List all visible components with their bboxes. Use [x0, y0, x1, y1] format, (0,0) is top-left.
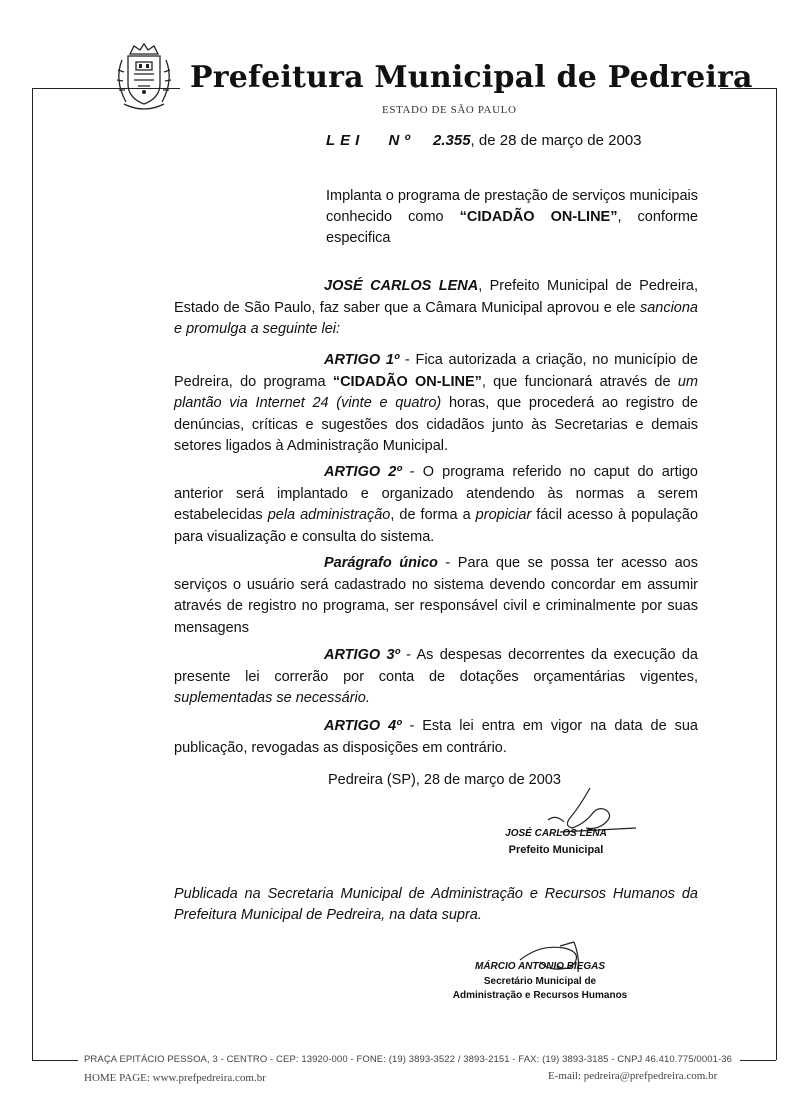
article-text: pela administração: [267, 507, 391, 523]
law-date: , de 28 de março de 2003: [470, 132, 642, 149]
signatory-name: JOSÉ CARLOS LENA: [505, 828, 607, 839]
article-4: [174, 716, 698, 759]
summary-text: Implanta o programa de prestação de serviços municipais conhecido como: [326, 188, 698, 225]
law-summary: [326, 186, 698, 249]
article-3: [174, 645, 698, 710]
paragraph-text: sanciona e promulga a seguinte lei:: [174, 299, 698, 337]
article-text: - Fica autorizada a criação, no município de Pedreira, do programa: [174, 352, 698, 390]
article-text: , que funcionará através de: [481, 373, 678, 390]
article-label: ARTIGO 1º: [324, 352, 400, 368]
article-label: ARTIGO 3º: [324, 647, 400, 663]
law-label: LEI: [326, 132, 365, 149]
article-text: fácil acesso à população para visualização e consulta do sistema.: [174, 507, 699, 545]
publication-note: Publicada na Secretaria Municipal de Administração e Recursos Humanos da Prefeitura Municipal de Pedreira, na data supra.: [174, 886, 698, 923]
article-text: suplementadas se necessário.: [174, 690, 370, 706]
closing-date: Pedreira (SP), 28 de março de 2003: [328, 772, 561, 788]
article-label: ARTIGO 2º: [324, 464, 402, 480]
mayor-name: JOSÉ CARLOS LENA: [324, 278, 479, 294]
article-2: [174, 462, 698, 548]
law-heading: [326, 132, 642, 149]
footer-email: E-mail: pedreira@prefpedreira.com.br: [548, 1070, 718, 1082]
footer-homepage: HOME PAGE: www.prefpedreira.com.br: [84, 1072, 266, 1084]
summary-text: , conforme especifica: [326, 209, 698, 246]
signatory-role: Administração e Recursos Humanos: [452, 990, 628, 1001]
program-name: “CIDADÃO ON-LINE”: [459, 209, 618, 225]
article-text: - O programa referido no caput do artigo anterior será implantado e organizado atendendo às normas a serem estabelecidas: [174, 464, 699, 523]
law-number: 2.355: [433, 132, 471, 149]
article-text: , de forma a: [390, 507, 476, 523]
law-no-label: Nº: [388, 132, 415, 149]
enactment-paragraph: [174, 276, 698, 341]
paragraph-label: Parágrafo único: [324, 555, 438, 571]
article-text: um plantão via Internet 24 (vinte e quatro): [174, 373, 698, 411]
signatory-name: MÁRCIO ANTONIO BIEGAS: [474, 961, 605, 972]
article-text: horas, que procederá ao registro de denúncias, críticas e sugestões dos cidadãos junto às Secretarias e demais setores ligados à Administração Municipal.: [174, 395, 698, 454]
article-text: propiciar: [475, 507, 532, 523]
frame-line: [740, 1060, 776, 1061]
state-subtitle: ESTADO DE SÃO PAULO: [382, 104, 517, 116]
frame-line: [776, 88, 777, 1060]
frame-line: [32, 88, 33, 1060]
frame-line: [32, 1060, 78, 1061]
signatory-role: Secretário Municipal de: [483, 976, 597, 987]
article-text: - Esta lei entra em vigor na data de sua publicação, revogadas as disposições em contrário.: [174, 718, 698, 756]
footer-address: PRAÇA EPITÁCIO PESSOA, 3 - CENTRO - CEP: 13920-000 - FONE: (19) 3893-3522 / 3893-2151 - FAX: (19) 3893-3185 - CNPJ 46.410.775/0001-36: [84, 1054, 732, 1065]
signatory-role: Prefeito Municipal: [508, 844, 604, 856]
article-text: - As despesas decorrentes da execução da presente lei correrão por conta de dotações orçamentárias vigentes,: [174, 647, 698, 685]
paragraph-text: , Prefeito Municipal de Pedreira, Estado de São Paulo, faz saber que a Câmara Municipal aprovou e ele: [174, 278, 699, 316]
program-name: “CIDADÃO ON-LINE”: [332, 373, 482, 390]
paragraph-text: - Para que se possa ter acesso aos serviços o usuário será cadastrado no sistema devendo concordar em assumir através de registro no programa, ser responsável civil e criminalmente por suas mensagens: [174, 555, 698, 636]
article-label: ARTIGO 4º: [324, 718, 402, 734]
city-crest-icon: [112, 40, 176, 116]
sole-paragraph: [174, 553, 698, 639]
article-1: [174, 350, 698, 458]
page-title: Prefeitura Municipal de Pedreira: [190, 60, 753, 95]
